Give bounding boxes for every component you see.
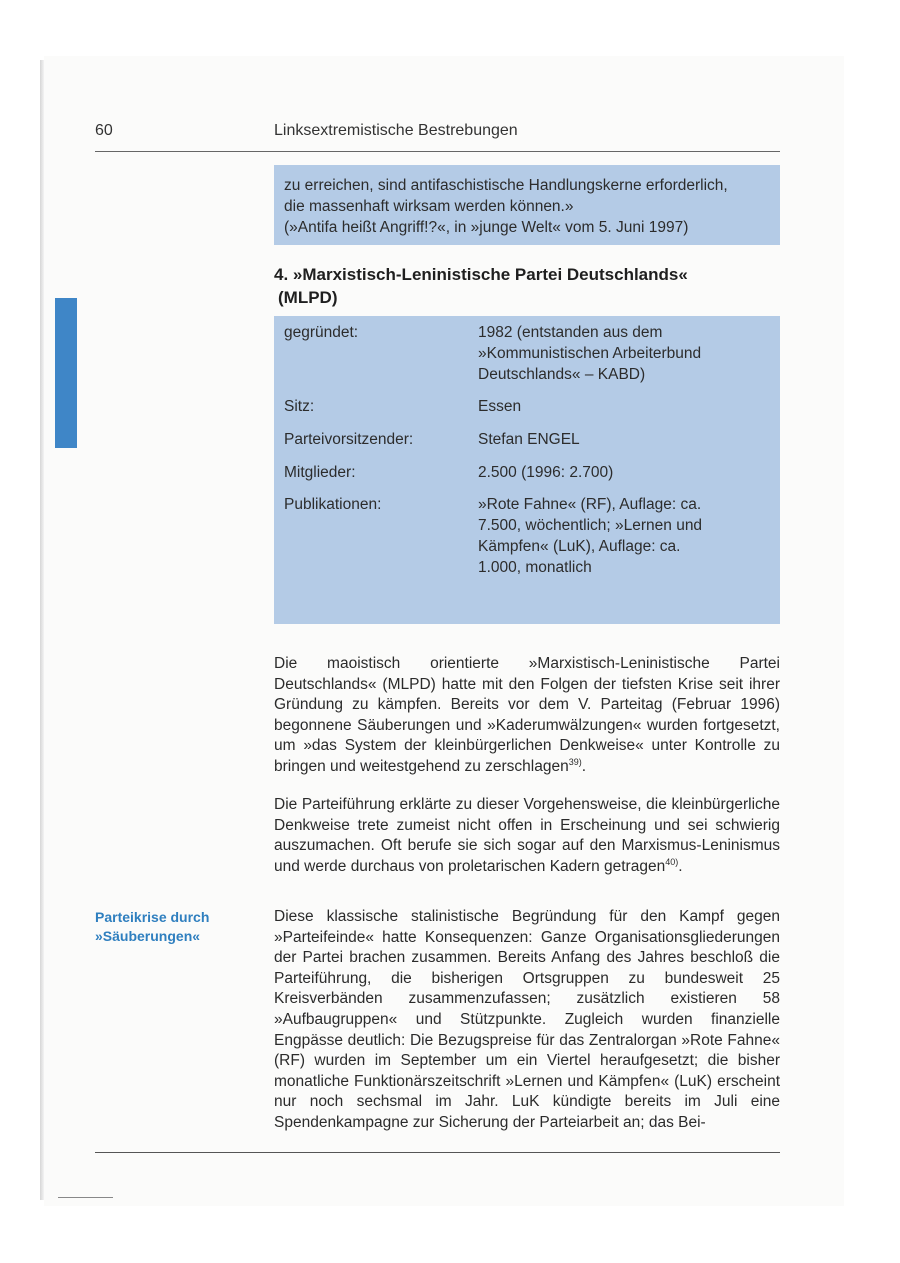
paragraph: Die maoistisch orientierte »Marxistisch-Leninistische Partei Deutschlands« (MLPD) hatte mit den Folgen der tiefsten Krise seit ihrer Gründung zu kämpfen. Bereits vor dem V. Parteitag (Februar 1996) begonnene Säuberungen und »Kaderumwälzungen« wurden fortgesetzt, um »das System der kleinbürgerlichen Denkweise« unter Kontrolle zu bringen und weitestgehend zu zerschlagen$^{39)}$.: [274, 655, 780, 775]
fact-label-seat: Sitz:: [284, 398, 315, 415]
scan-mark: [58, 1197, 113, 1198]
fact-label-founded: gegründet:: [284, 324, 359, 341]
paragraph-text: Die maoistisch orientierte »Marxistisch-Leninistische Partei Deutschlands« (MLPD) hatte mit den Folgen der tiefsten Krise seit ihrer Gründung zu kämpfen. Bereits vor dem V. Parteitag (Februar 1996) begonnene Säuberungen und »Kaderumwälzungen« wurden fortgesetzt, um »das System der kleinbürgerlichen Denkweise« unter Kontrolle zu bringen und weitestgehend zu zerschlagen: [274, 655, 780, 775]
quote-line: die massenhaft wirksam werden können.»: [284, 198, 574, 215]
chapter-tab-marker: [55, 298, 77, 448]
quote-source: (»Antifa heißt Angriff!?«, in »junge Welt« vom 5. Juni 1997): [284, 219, 689, 236]
fact-label-chair: Parteivorsitzender:: [284, 431, 414, 448]
footnote-ref: 40): [665, 856, 679, 867]
section-heading: [274, 263, 780, 309]
scan-edge: [40, 60, 44, 1200]
paragraph: Die Parteiführung erklärte zu dieser Vorgehensweise, die kleinbürgerliche Denkweise trete zumeist nicht offen in Erscheinung und sei schwierig auszumachen. Oft berufe sie sich sogar auf den Marxismus-Leninismus und werde durchaus von proletarischen Kadern getragen$^{40)}$.: [274, 796, 780, 875]
margin-note: [95, 908, 245, 946]
paragraph-text: Die Parteiführung erklärte zu dieser Vorgehensweise, die kleinbürgerliche Denkweise trete zumeist nicht offen in Erscheinung und sei schwierig auszumachen. Oft berufe sie sich sogar auf den Marxismus-Leninismus und werde durchaus von proletarischen Kadern getragen: [274, 796, 780, 875]
footer-divider: [95, 1152, 780, 1153]
page-number: 60: [95, 122, 113, 139]
fact-label-publications: Publikationen:: [284, 496, 382, 513]
footnote-ref: 39): [568, 756, 582, 767]
fact-label-members: Mitglieder:: [284, 464, 356, 481]
section-heading-line: (MLPD): [278, 288, 338, 307]
section-heading-line: 4. »Marxistisch-Leninistische Partei Deutschlands«: [274, 265, 688, 284]
quote-line: zu erreichen, sind antifaschistische Handlungskerne erforderlich,: [284, 177, 728, 194]
header-divider: [95, 151, 780, 152]
paragraph: Diese klassische stalinistische Begründung für den Kampf gegen »Parteifeinde« hatte Konsequenzen: Ganze Organisationsgliederungen der Partei brachen zusammen. Bereits Anfang des Jahres beschloß die Parteiführung, die bisherigen Ortsgruppen zu bundesweit 25 Kreisverbänden zusammenzufassen; zusätzlich existieren 58 »Aufbaugruppen« und Stützpunkte. Zugleich wurden finanzielle Engpässe deutlich: Die Bezugspreise für das Zentralorgan »Rote Fahne« (RF) wurden im September um ein Viertel heraufgesetzt; die bisher monatliche Funktionärszeitschrift »Lernen und Kämpfen« (LuK) erscheint nur noch sechsmal im Jahr. LuK kündigte bereits im Juli eine Spendenkampagne zur Sicherung der Parteiarbeit an; das Bei-: [274, 908, 780, 1131]
quote-box: [274, 165, 780, 245]
facts-box: [274, 316, 780, 624]
fact-value-chair: Stefan ENGEL: [478, 431, 580, 448]
fact-value-publications: »Rote Fahne« (RF), Auflage: ca. 7.500, wöchentlich; »Lernen und Kämpfen« (LuK), Auflage: ca. 1.000, monatlich: [478, 496, 703, 576]
fact-value-members: 2.500 (1996: 2.700): [478, 464, 614, 481]
fact-value-founded: 1982 (entstanden aus dem »Kommunistischen Arbeiterbund Deutschlands« – KABD): [478, 324, 702, 383]
margin-note-line: Parteikrise durch: [95, 909, 210, 925]
margin-note-line: »Säuberungen«: [95, 928, 201, 944]
fact-value-seat: Essen: [478, 398, 522, 415]
running-title: Linksextremistische Bestrebungen: [274, 122, 518, 139]
